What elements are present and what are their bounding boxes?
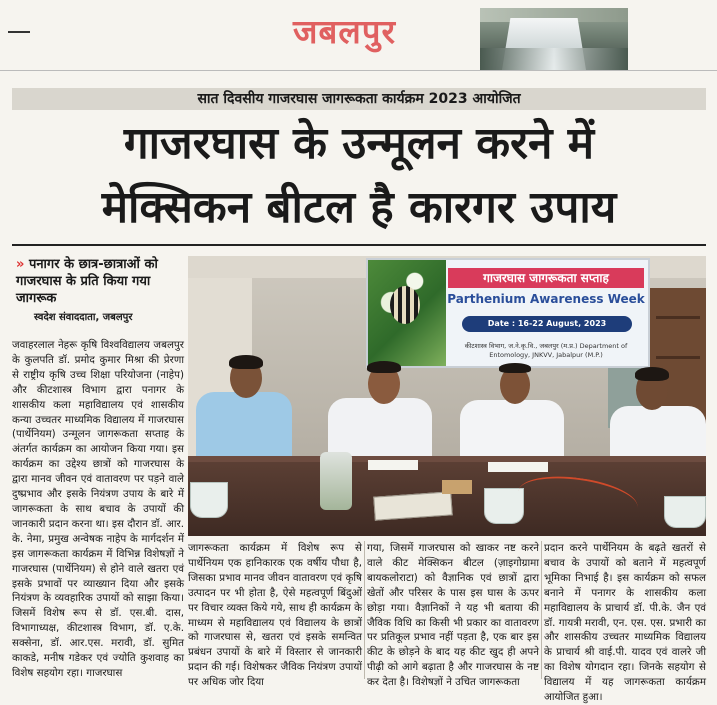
person-4-hair	[635, 367, 669, 381]
photo-booklet	[442, 480, 472, 494]
masthead-waterfall-image	[480, 8, 628, 70]
subheading-marker-icon: »	[16, 257, 25, 272]
article-body-column-4: प्रदान करने पार्थेनियम के बढ़ते खतरों से बचाव के उपायों को बताने में महत्वपूर्ण भूमिका निभाई है। इस कार्यक्रम को सफल बनाने में पनागर के शासकीय कला महाविद्यालय के प्राचार्य डॉ. पी.के. जैन एवं डॉ. गायत्री मरावी, एन. एस. एस. प्रभारी का और शासकीय उच्चतर माध्यमिक विद्यालय के प्राचार्य श्री वाई.पी. यादव एवं वालरे जी का विशेष योगदान रहा। जिनके सहयोग से विद्यालय में यह जागरूकता कार्यक्रम आयोजित हुआ।	[544, 542, 706, 704]
banner-title-hindi: गाजरघास जागरूकता सप्ताह	[448, 268, 644, 288]
article-body-column-2: जागरूकता कार्यक्रम में विशेष रूप से पार्थेनियम एक हानिकारक एक वर्षीय पौधा है, जिसका प्रभाव मानव जीवन वातावरण एवं कृषि उत्पादन पर भी होता है, ऐसे महत्वपूर्ण बिंदुओं पर विचार व्यक्त किये गये, साथ ही कार्यक्रम के माध्यम से महाविद्यालय एवं विद्यालय के छात्रों को गाजरघास से, खतरा एवं इसके समन्वित प्रबंधन उपायों के बारे में विस्तार से जानकारी प्रदान की गई। विशेषकर जैविक नियंत्रण उपायों पर अधिक जोर दिया	[188, 542, 362, 689]
photo-door-panel	[656, 316, 700, 319]
headline-divider	[12, 244, 706, 246]
article-subheading	[16, 256, 182, 307]
headline-line-1: गाजरघास के उन्मूलन करने में	[123, 118, 595, 169]
article-byline: स्वदेश संवाददाता, जबलपुर	[34, 312, 133, 323]
photo-paper	[488, 462, 548, 472]
awareness-week-banner	[366, 258, 650, 368]
photo-specimen-jar	[320, 452, 352, 510]
person-2-hair	[367, 361, 401, 373]
mexican-beetle-icon	[390, 286, 420, 324]
headline-line-2: मेक्सिकन बीटल है कारगर उपाय	[101, 182, 617, 233]
photo-door-panel	[656, 356, 700, 359]
masthead-rule-short	[8, 31, 30, 33]
person-3-hair	[499, 363, 531, 373]
article-kicker: सात दिवसीय गाजरघास जागरूकता कार्यक्रम 2023 आयोजित	[197, 91, 521, 107]
article-body-column-1: जवाहरलाल नेहरू कृषि विश्वविद्यालय जबलपुर के कुलपति डॉ. प्रमोद कुमार मिश्रा की प्रेरणा से राष्ट्रीय कृषि उच्च शिक्षा परियोजना (नाहेप) और कीटशास्त्र विभाग द्वारा पनागर के शासकीय कला महाविद्यालय एवं शासकीय कन्या उच्चतर माध्यमिक विद्यालय में गाजरघास (पार्थेनियम) उन्मूलन जागरूकता सप्ताह के अंतर्गत कार्यक्रम का आयोजन किया गया। इस कार्यक्रम का उद्देश्य छात्रों को गाजरघास के द्वारा मानव जीवन एवं वातावरण पर पड़ने वाले दुष्प्रभाव और इसके नियंत्रण उपाय के बारे में जागरूकता के साथ बचाव के उपायों की जानकारी प्रदान करना था। इस दौरान डॉ. आर. के. नेमा, प्रमुख अन्वेषक नाहेप के मार्गदर्शन में इस जागरूकता कार्यक्रम में विभिन्न विशेषज्ञों ने गाजरघास (पार्थेनियम) से होने वाले खतरा एवं इसके प्रभावों पर व्याख्यान दिया और इसके नियंत्रण के व्यवहारिक उपायों को साझा किया। जिसमें विशेष रूप से डॉ. एस.बी. दास, विभागाध्यक्ष, कीटशास्त्र विभाग, डॉ. ए.के. सक्सेना, डॉ. आर.एस. मरावी, डॉ. सुमित काकडे, मनीष गडेकर एवं ज्योति कुशवाह का विशेष सहयोग रहा। गाजरघास	[12, 339, 184, 679]
banner-date: Date : 16-22 August, 2023	[462, 316, 632, 332]
photo-paper	[368, 460, 418, 470]
masthead-city-title: जबलपुर	[293, 12, 396, 51]
event-photo	[188, 256, 706, 536]
photo-specimen-cup	[190, 482, 228, 518]
banner-footer: कीटशास्त्र विभाग, ज.ने.कृ.वि., जबलपुर (म.प्र.) Department of Entomology, JNKVV, Jabalpur (M.P.)	[464, 342, 628, 359]
column-divider	[541, 541, 542, 679]
subheading-text: पनागर के छात्र-छात्राओं को गाजरघास के प्रति किया गया जागरूक	[16, 257, 158, 306]
column-divider	[364, 541, 365, 679]
banner-title-english: Parthenium Awareness Week	[447, 292, 645, 306]
article-body-column-3: गया, जिसमें गाजरघास को खाकर नष्ट करने वाले कीट मेक्सिकन बीटल (ज़ाइगोग्रामा बायकलोराटा) को वैज्ञानिक एवं छात्रों द्वारा खेतों और परिसर के पास इस घास के ऊपर छोड़ा गया। वैज्ञानिकों ने यह भी बताया की जैविक विधि का किसी भी प्रकार का वातावरण पर प्रतिकूल प्रभाव नहीं पड़ता है, एक बार इस कीट के छोड़ने के बाद यह कीट खुद ही अपने पीढ़ी को आगे बढ़ाता है और गाजरघास के नष्ट कर देता है। विशेषज्ञों ने उचित जागरूकता	[367, 542, 539, 689]
waterfall-rocks	[480, 48, 628, 70]
person-1-hair	[229, 355, 263, 369]
photo-specimen-cup	[664, 496, 706, 528]
masthead-divider	[0, 70, 717, 71]
